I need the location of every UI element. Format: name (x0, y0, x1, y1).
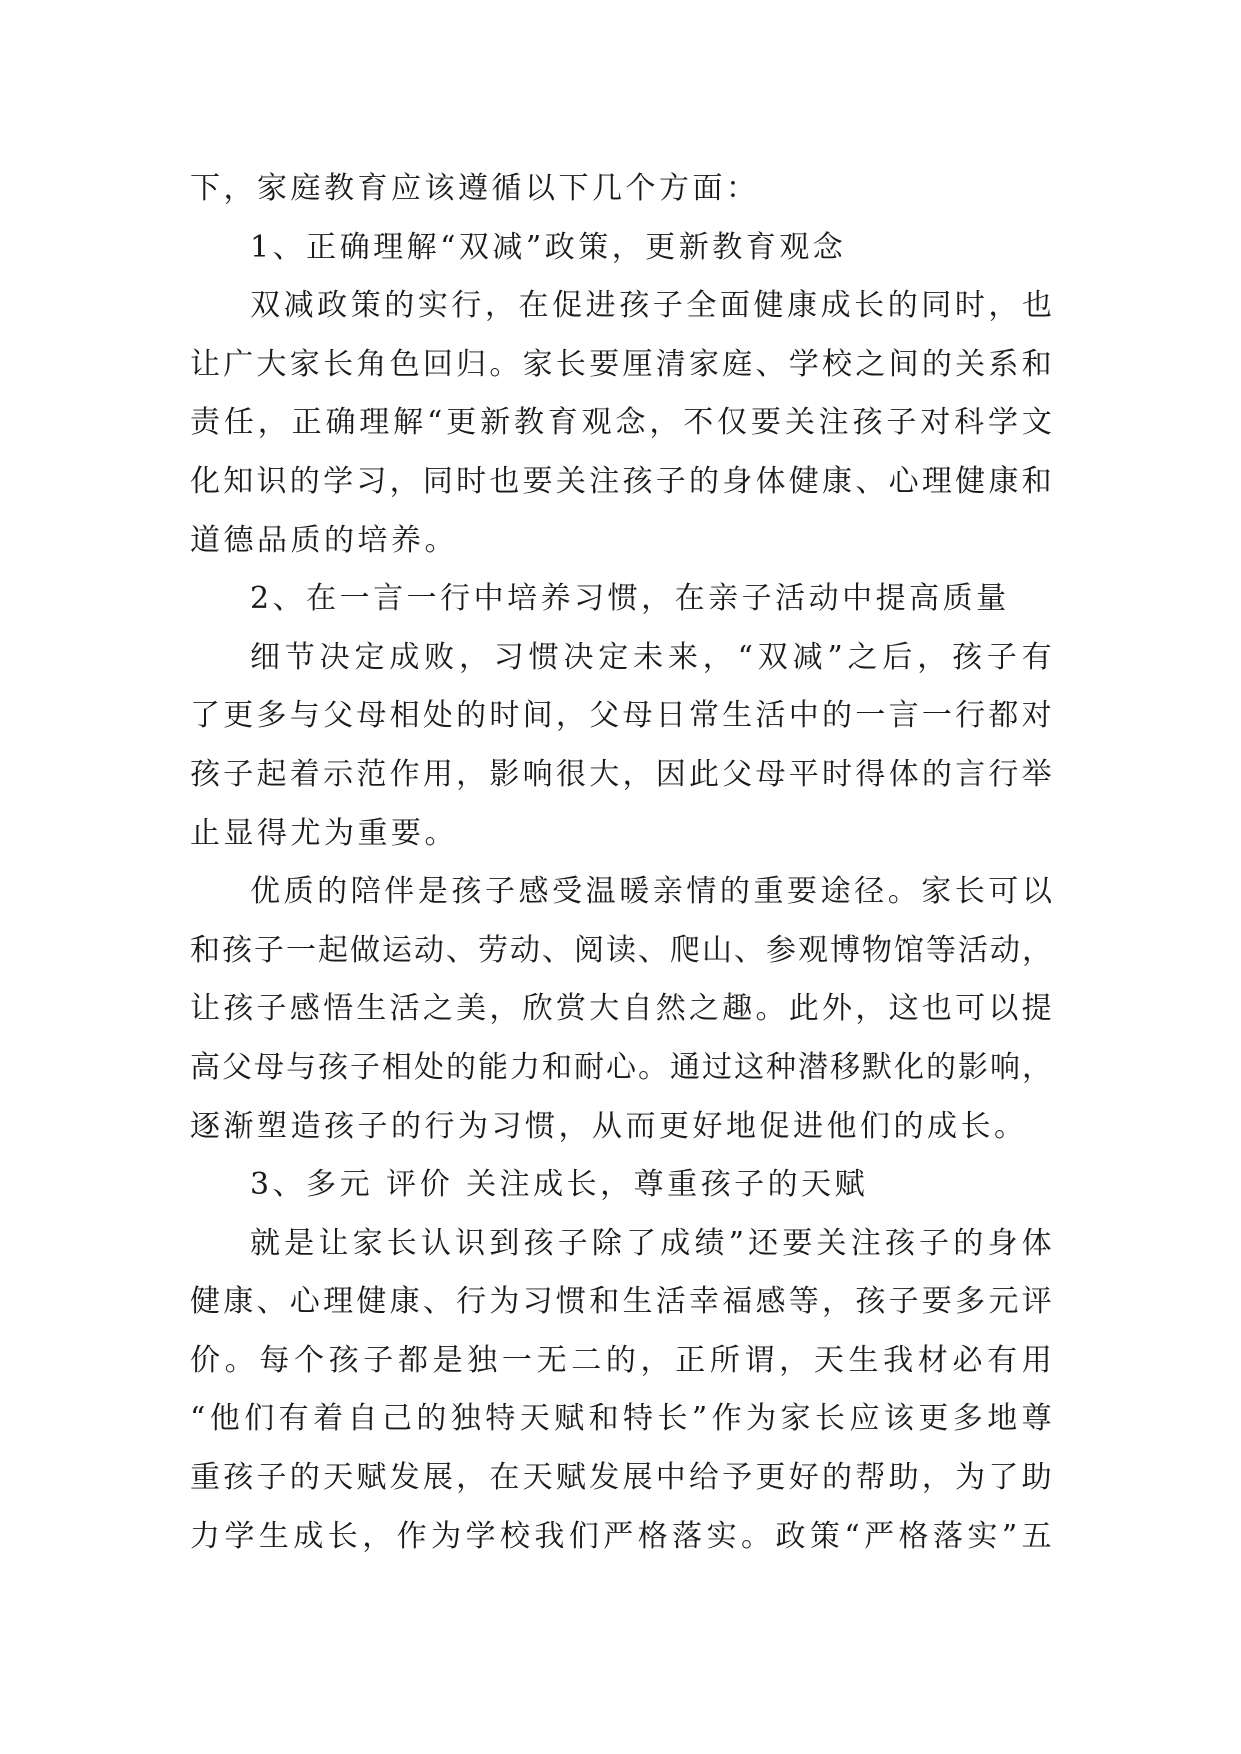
text-line: 2、在一言一行中培养习惯，在亲子活动中提高质量 (250, 581, 1010, 617)
text-line: 细 节 决 定 成 败 ， 习 惯 决 定 未 来 ， “ 双 减 ” 之 后 ， 孩 子 有 (250, 639, 1052, 675)
text-line: 让 孩 子 感 悟 生 活 之 美 ， 欣 赏 大 自 然 之 趣 。 此 外 ， 这 也 可 以 提 (190, 991, 1052, 1027)
text-line: 逐渐塑造孩子的行为习惯，从而更好地促进他们的成长。 (190, 1108, 1028, 1144)
text-line: 道德品质的培养。 (190, 522, 458, 558)
text-line: 和 孩 子 一 起 做 运 动 、 劳 动 、 阅 读 、 爬 山 、 参 观 博 物 馆 等 活 动 ， (190, 932, 1052, 968)
text-line: 化 知 识 的 学 习 ， 同 时 也 要 关 注 孩 子 的 身 体 健 康 、 心 理 健 康 和 (190, 463, 1052, 499)
text-line: “ 他 们 有 着 自 己 的 独 特 天 赋 和 特 长 ” 作 为 家 长 应 该 更 多 地 尊 (190, 1401, 1052, 1437)
text-line: 3、多元 评价 关注成长，尊重孩子的天赋 (250, 1167, 869, 1203)
text-line: 力 学 生 成 长 ， 作 为 学 校 我 们 严 格 落 实 。 政 策 “ 严 格 落 实 ” 五 (190, 1518, 1052, 1554)
text-line: 孩 子 起 着 示 范 作 用 ， 影 响 很 大 ， 因 此 父 母 平 时 得 体 的 言 行 举 (190, 756, 1052, 792)
document-body (190, 160, 1052, 1566)
text-line: 健 康 、 心 理 健 康 、 行 为 习 惯 和 生 活 幸 福 感 等 ， 孩 子 要 多 元 评 (190, 1284, 1052, 1320)
text-line: 价 。 每 个 孩 子 都 是 独 一 无 二 的 ， 正 所 谓 ， 天 生 我 材 必 有 用 (190, 1342, 1052, 1378)
text-line: 下，家庭教育应该遵循以下几个方面： (190, 171, 760, 206)
text-line: 高 父 母 与 孩 子 相 处 的 能 力 和 耐 心 。 通 过 这 种 潜 移 默 化 的 影 响 ， (190, 1049, 1052, 1085)
text-line: 优 质 的 陪 伴 是 孩 子 感 受 温 暖 亲 情 的 重 要 途 径 。 家 长 可 以 (250, 874, 1052, 910)
text-line: 重 孩 子 的 天 赋 发 展 ， 在 天 赋 发 展 中 给 予 更 好 的 帮 助 ， 为 了 助 (190, 1460, 1052, 1496)
text-line: 双 减 政 策 的 实 行 ， 在 促 进 孩 子 全 面 健 康 成 长 的 同 时 ， 也 (250, 288, 1052, 324)
text-line: 了 更 多 与 父 母 相 处 的 时 间 ， 父 母 日 常 生 活 中 的 一 言 一 行 都 对 (190, 698, 1052, 734)
text-line: 止显得尤为重要。 (190, 815, 458, 851)
text-line: 责 任 ， 正 确 理 解 “ 更 新 教 育 观 念 ， 不 仅 要 关 注 孩 子 对 科 学 文 (190, 405, 1052, 441)
text-line: 1、正确理解“双减”政策，更新教育观念 (250, 229, 847, 265)
text-line: 就 是 让 家 长 认 识 到 孩 子 除 了 成 绩 ” 还 要 关 注 孩 子 的 身 体 (250, 1225, 1052, 1261)
text-line: 让 广 大 家 长 角 色 回 归 。 家 长 要 厘 清 家 庭 、 学 校 之 间 的 关 系 和 (190, 346, 1052, 382)
